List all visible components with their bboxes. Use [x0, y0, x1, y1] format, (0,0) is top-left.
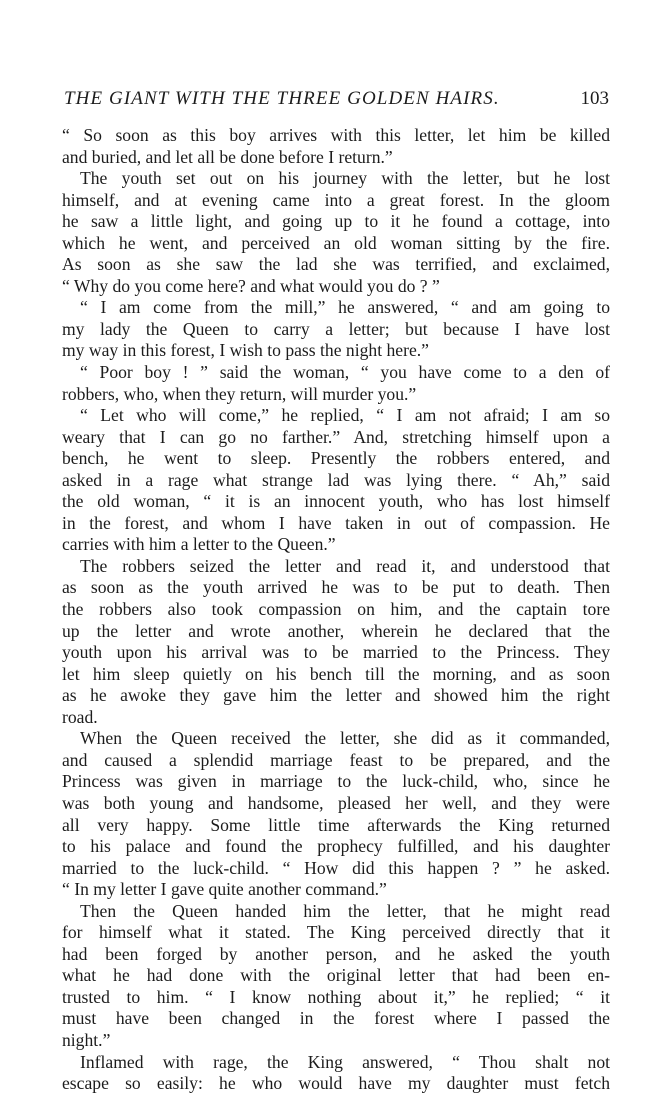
text-line: road.	[62, 706, 98, 727]
page-header	[64, 88, 609, 118]
text-line: was both young and handsome, pleased her well, and they were	[62, 792, 610, 813]
text-line: As soon as she saw the lad she was terrified, and exclaimed,	[62, 254, 610, 275]
text-line: had been forged by another person, and he asked the youth	[62, 943, 610, 964]
page-number: 103	[580, 88, 609, 109]
text-line: “ Poor boy ! ” said the woman, “ you have come to a den of	[80, 362, 610, 383]
text-line: asked in a rage what strange lad was lying there. “ Ah,” said	[62, 469, 610, 490]
text-line: let him sleep quietly on his bench till the morning, and as soon	[62, 663, 610, 684]
text-line: weary that I can go no farther.” And, stretching himself upon a	[62, 426, 610, 447]
text-line: the old woman, “ it is an innocent youth, who has lost himself	[62, 491, 610, 512]
text-line: carries with him a letter to the Queen.”	[62, 534, 336, 555]
text-line: escape so easily: he who would have my daughter must fetch	[62, 1073, 610, 1094]
text-line: and buried, and let all be done before I return.”	[62, 146, 393, 167]
text-line: The robbers seized the letter and read it, and understood that	[80, 555, 610, 576]
text-line: the robbers also took compassion on him, and the captain tore	[62, 599, 610, 620]
text-line: all very happy. Some little time afterwards the King returned	[62, 814, 610, 835]
text-line: The youth set out on his journey with the letter, but he lost	[80, 168, 610, 189]
text-line: as soon as the youth arrived he was to be put to death. Then	[62, 577, 610, 598]
text-line: “ Why do you come here? and what would you do ? ”	[62, 275, 440, 296]
text-line: “ In my letter I gave quite another command.”	[62, 879, 387, 900]
text-line: trusted to him. “ I know nothing about it,” he replied; “ it	[62, 986, 610, 1007]
text-line: night.”	[62, 1029, 111, 1050]
text-line: to his palace and found the prophecy fulfilled, and his daughter	[62, 836, 610, 857]
text-line: When the Queen received the letter, she did as it commanded,	[80, 728, 610, 749]
body-text	[62, 125, 610, 1095]
text-line: youth upon his arrival was to be married to the Princess. They	[62, 642, 610, 663]
text-line: which he went, and perceived an old woman sitting by the fire.	[62, 232, 610, 253]
running-title: THE GIANT WITH THE THREE GOLDEN HAIRS.	[64, 88, 500, 109]
text-line: my way in this forest, I wish to pass the night here.”	[62, 340, 429, 361]
text-line: my lady the Queen to carry a letter; but because I have lost	[62, 318, 610, 339]
text-line: he saw a little light, and going up to it he found a cottage, into	[62, 211, 610, 232]
text-line: “ So soon as this boy arrives with this letter, let him be killed	[62, 125, 610, 145]
text-line: “ I am come from the mill,” he answered, “ and am going to	[80, 297, 610, 318]
text-line: bench, he went to sleep. Presently the robbers entered, and	[62, 448, 610, 469]
text-line: married to the luck-child. “ How did this happen ? ” he asked.	[62, 857, 610, 878]
text-line: in the forest, and whom I have taken in out of compassion. He	[62, 512, 610, 533]
text-line: up the letter and wrote another, wherein he declared that the	[62, 620, 610, 641]
text-line: Inflamed with rage, the King answered, “ Thou shalt not	[80, 1051, 610, 1072]
text-line: robbers, who, when they return, will murder you.”	[62, 383, 417, 404]
text-line: Princess was given in marriage to the luck-child, who, since he	[62, 771, 610, 792]
text-line: as he awoke they gave him the letter and showed him the right	[62, 685, 610, 706]
text-line: what he had done with the original letter that had been en-	[62, 965, 610, 986]
text-line: himself, and at evening came into a great forest. In the gloom	[62, 189, 610, 210]
text-line: “ Let who will come,” he replied, “ I am not afraid; I am so	[80, 405, 610, 426]
text-line: and caused a splendid marriage feast to be prepared, and the	[62, 749, 610, 770]
text-line: must have been changed in the forest where I passed the	[62, 1008, 610, 1029]
text-line: Then the Queen handed him the letter, that he might read	[80, 900, 610, 921]
text-line: for himself what it stated. The King perceived directly that it	[62, 922, 610, 943]
